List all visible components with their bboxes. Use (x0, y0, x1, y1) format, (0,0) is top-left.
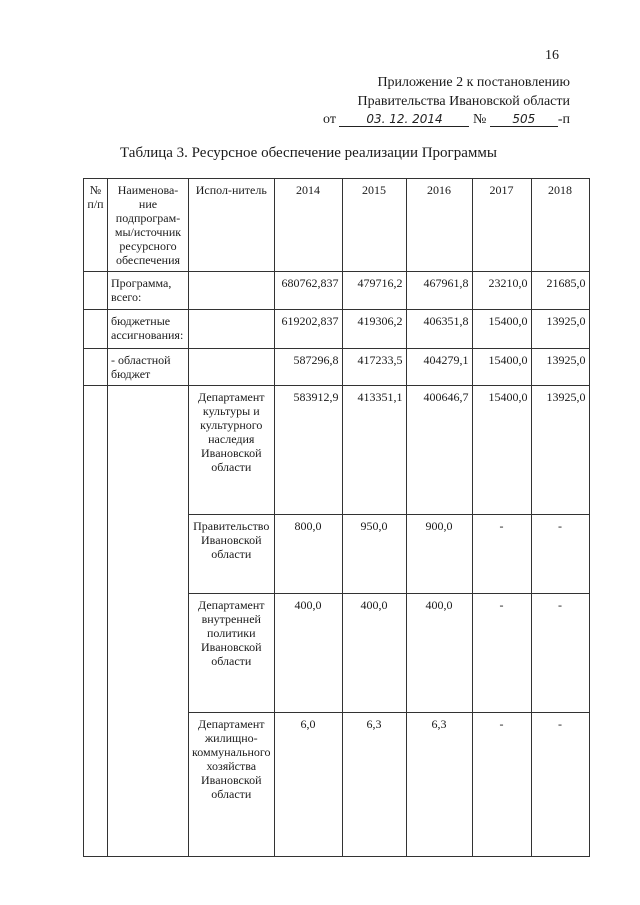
cell-name: Программа, всего: (108, 272, 189, 310)
cell-value: 950,0 (342, 515, 406, 594)
number-label: № (472, 112, 487, 127)
cell-executor (189, 310, 275, 349)
cell-name: бюджетные ассигнования: (108, 310, 189, 349)
cell-value: - (472, 515, 531, 594)
header-num: № п/п (84, 179, 108, 272)
table-row (84, 272, 590, 310)
appendix-decree-line (323, 112, 570, 128)
resource-table (83, 178, 590, 857)
cell-executor: Правительство Ивановской области (189, 515, 275, 594)
cell-value: 400,0 (274, 594, 342, 713)
cell-value: 21685,0 (531, 272, 589, 310)
header-year: 2015 (342, 179, 406, 272)
header-name: Наименова-ние подпрограм-мы/источник ресурсного обеспечения (108, 179, 189, 272)
from-label: от (323, 112, 336, 127)
cell-value: 400646,7 (406, 386, 472, 515)
cell-value: 23210,0 (472, 272, 531, 310)
cell-value: 15400,0 (472, 310, 531, 349)
cell-value: 587296,8 (274, 349, 342, 386)
cell-value: 467961,8 (406, 272, 472, 310)
decree-number: 505 (490, 112, 558, 127)
cell-executor: Департамент культуры и культурного наследия Ивановской области (189, 386, 275, 515)
cell-value: - (531, 515, 589, 594)
cell-num (84, 386, 108, 857)
cell-value: 413351,1 (342, 386, 406, 515)
cell-value: 13925,0 (531, 349, 589, 386)
cell-num (84, 349, 108, 386)
cell-value: 417233,5 (342, 349, 406, 386)
table-row (84, 386, 590, 515)
cell-value: 419306,2 (342, 310, 406, 349)
cell-value: 400,0 (406, 594, 472, 713)
cell-num (84, 272, 108, 310)
cell-value: - (531, 713, 589, 857)
cell-value: 800,0 (274, 515, 342, 594)
table-header-row (84, 179, 590, 272)
table-title: Таблица 3. Ресурсное обеспечение реализации Программы (120, 145, 497, 161)
header-year: 2016 (406, 179, 472, 272)
cell-value: 406351,8 (406, 310, 472, 349)
cell-executor: Департамент внутренней политики Ивановской области (189, 594, 275, 713)
cell-value: 400,0 (342, 594, 406, 713)
cell-name (108, 386, 189, 857)
cell-value: 6,3 (406, 713, 472, 857)
cell-value: 900,0 (406, 515, 472, 594)
cell-value: 619202,837 (274, 310, 342, 349)
header-executor: Испол-нитель (189, 179, 275, 272)
cell-num (84, 310, 108, 349)
cell-value: 583912,9 (274, 386, 342, 515)
table-row (84, 349, 590, 386)
number-suffix: -п (557, 112, 570, 127)
cell-value: 6,3 (342, 713, 406, 857)
cell-value: 15400,0 (472, 349, 531, 386)
cell-name: - областной бюджет (108, 349, 189, 386)
header-year: 2014 (274, 179, 342, 272)
cell-value: 479716,2 (342, 272, 406, 310)
cell-value: 13925,0 (531, 310, 589, 349)
decree-date: 03. 12. 2014 (339, 112, 469, 127)
appendix-line-2: Правительства Ивановской области (357, 94, 570, 109)
cell-value: 13925,0 (531, 386, 589, 515)
cell-value: - (531, 594, 589, 713)
cell-value: 680762,837 (274, 272, 342, 310)
cell-value: 404279,1 (406, 349, 472, 386)
cell-value: 15400,0 (472, 386, 531, 515)
cell-value: - (472, 594, 531, 713)
cell-executor (189, 349, 275, 386)
header-year: 2017 (472, 179, 531, 272)
cell-executor (189, 272, 275, 310)
table-row (84, 310, 590, 349)
cell-executor: Департамент жилищно-коммунального хозяйства Ивановской области (189, 713, 275, 857)
cell-value: - (472, 713, 531, 857)
header-year: 2018 (531, 179, 589, 272)
cell-value: 6,0 (274, 713, 342, 857)
appendix-line-1: Приложение 2 к постановлению (377, 75, 570, 90)
page-number: 16 (545, 48, 559, 63)
